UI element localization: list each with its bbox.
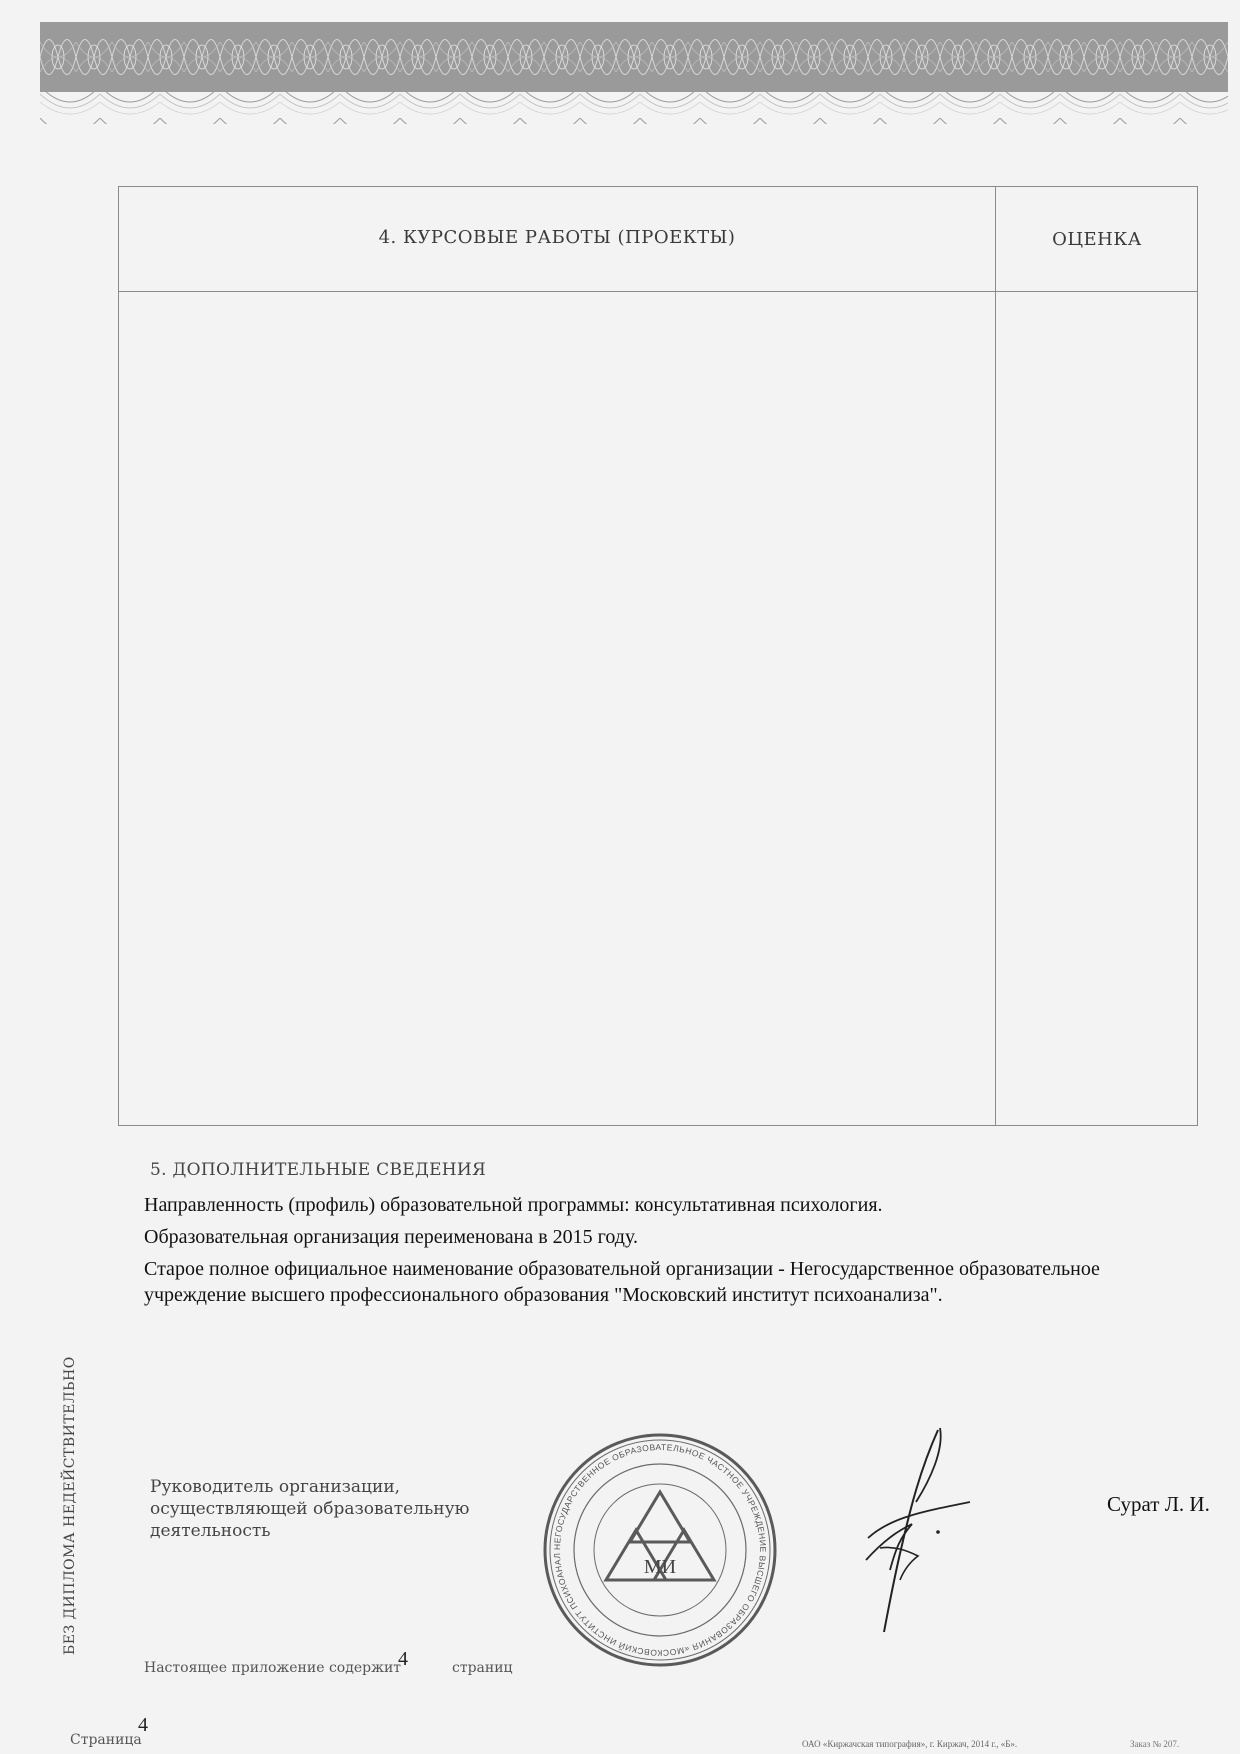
guilloche-banner bbox=[40, 22, 1228, 124]
coursework-table bbox=[118, 186, 1198, 1126]
old-name-line: Старое полное официальное наименование образовательной организации - Негосударственное образовательное учреждение высшего профессионального образования "Московский институт психоанализа". bbox=[144, 1258, 1100, 1306]
page-count-suffix: страниц bbox=[452, 1660, 513, 1676]
seal-center: МИ bbox=[643, 1556, 677, 1578]
page-count-prefix: Настоящее приложение содержит bbox=[144, 1660, 402, 1676]
validity-note: БЕЗ ДИПЛОМА НЕДЕЙСТВИТЕЛЬНО bbox=[62, 1356, 78, 1655]
page-label: Страница bbox=[70, 1732, 142, 1748]
rename-line: Образовательная организация переименована в 2015 году. bbox=[144, 1226, 638, 1248]
seal-ring-text: НЕГОСУДАРСТВЕННОЕ ОБРАЗОВАТЕЛЬНОЕ ЧАСТНОЕ УЧРЕЖДЕНИЕ ВЫСШЕГО ОБРАЗОВАНИЯ «МОСКОВСКИЙ ИНСТИТУТ ПСИХОАНАЛ bbox=[551, 1441, 769, 1659]
order-number: Заказ № 207. bbox=[1130, 1739, 1180, 1749]
grade-header: ОЦЕНКА bbox=[1052, 229, 1142, 250]
printer-imprint: ОАО «Киржачская типография», г. Киржач, 2014 г., «Б». bbox=[802, 1739, 1018, 1749]
head-name: Сурат Л. И. bbox=[1107, 1492, 1210, 1516]
header-divider bbox=[119, 291, 1197, 292]
coursework-title: 4. КУРСОВЫЕ РАБОТЫ (ПРОЕКТЫ) bbox=[378, 227, 736, 248]
page-count-line bbox=[144, 1648, 513, 1676]
additional-info bbox=[144, 1192, 1124, 1314]
section-title: 5. ДОПОЛНИТЕЛЬНЫЕ СВЕДЕНИЯ bbox=[150, 1160, 487, 1180]
column-divider bbox=[995, 187, 996, 1125]
head-label: Руководитель организации, осуществляющей образовательную деятельность bbox=[150, 1477, 470, 1541]
page-count-value: 4 bbox=[398, 1648, 408, 1670]
profile-line: Направленность (профиль) образовательной программы: консультативная психология. bbox=[144, 1194, 883, 1216]
page-number: 4 bbox=[138, 1714, 148, 1736]
signature-icon bbox=[860, 1420, 980, 1640]
seal-icon bbox=[540, 1430, 780, 1670]
